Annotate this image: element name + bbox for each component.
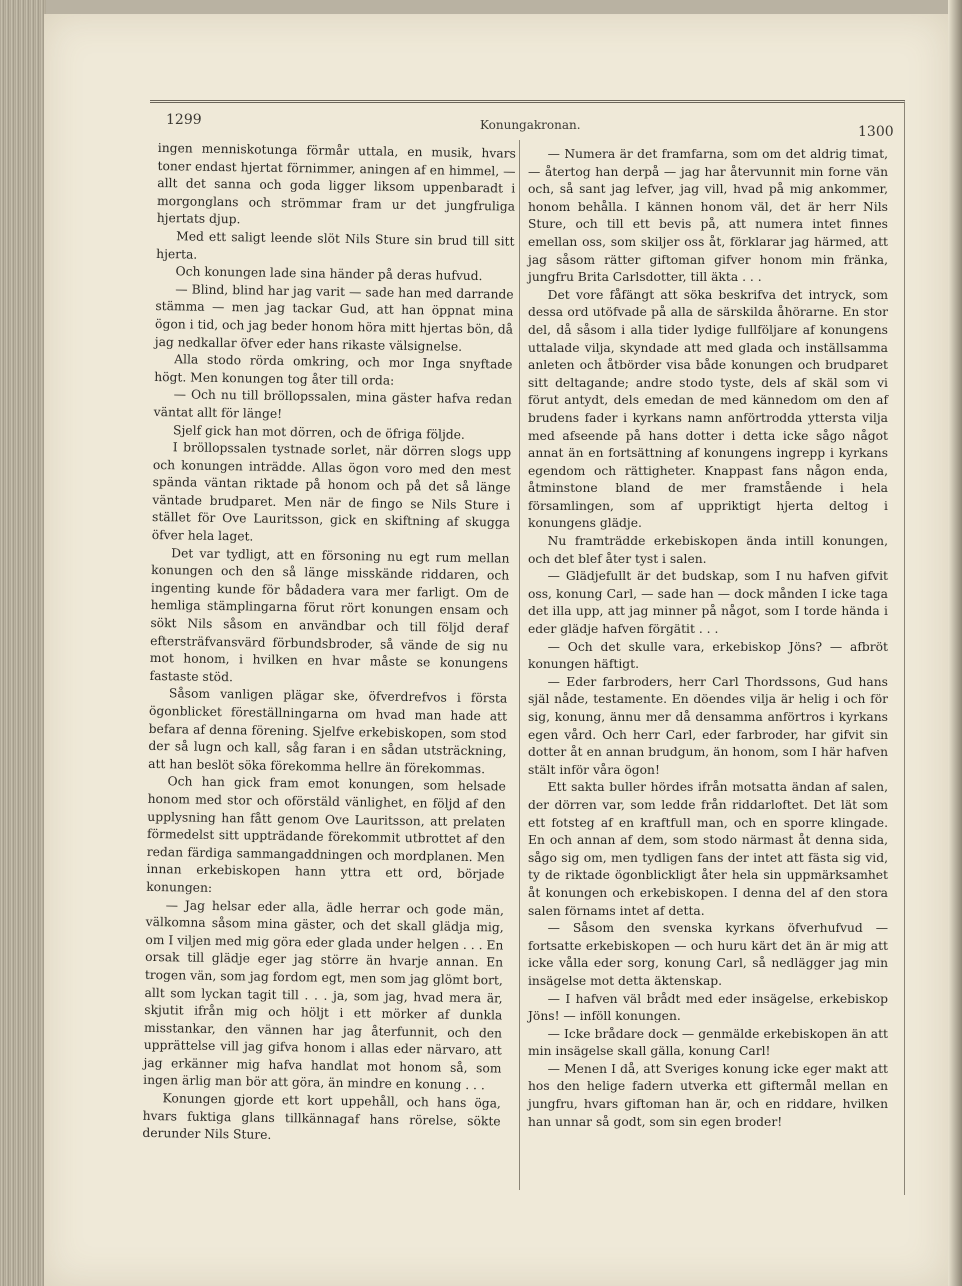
paragraph: Det var tydligt, att en försoning nu egt rum mellan konungen och den så länge misskände riddaren, och ingenting kunde för bådadera vara mer farligt. Om de hemliga stämplingarna förut rört konungen ensam och sökt Nils såsom en användbar och till följd deraf eftersträfvansvärd förbundsbroder, så vände de sig nu mot honom, i hvilken en hvar måste se konungens fastaste stöd. [149,545,510,685]
paragraph: Konungen gjorde ett kort uppehåll, och hans öga, hvars fuktiga glans tillkännagaf hans rörelse, sökte derunder Nils Sture. [142,1091,502,1143]
paragraph: ingen menniskotunga förmår uttala, en musik, hvars toner endast hjertat förnimmer, aningen af en himmel, — allt det sanna och goda ligger liksom uppenbaradt i morgonglans och strömmar fram ur det jungfruliga hjertats djup. [156,140,516,227]
paragraph: Nu framträdde erkebiskopen ända intill konungen, och det blef åter tyst i salen. [528,534,888,566]
column-divider [519,140,520,1190]
left-text-column [142,140,516,1148]
paragraph: Och konungen lade sina händer på deras hufvud. [175,264,483,284]
paragraph: I bröllopssalen tystnade sorlet, när dörren slogs upp och konungen inträdde. Allas ögon voro med den mest spända väntan riktade på honom och på det så länge väntade brudparet. Men när de fingo se Nils Sture i stället för Ove Lauritsson, gick en skiftning af skugga öfver hela laget. [151,440,512,544]
paragraph: Med ett saligt leende slöt Nils Sture sin brud till sitt hjerta. [156,229,515,262]
paragraph: — Såsom den svenska kyrkans öfverhufvud — fortsatte erkebiskopen — och huru kärt det än är mig att icke vålla eder sorg, konung Carl, så nedlägger jag min insägelse mot detta äktenskap. [528,921,888,988]
paragraph: Sjelf gick han mot dörren, och de öfriga följde. [173,422,466,442]
paragraph: Och han gick fram emot konungen, som helsade honom med stor och oförstäld vänlighet, en följd af den upplysning han fått genom Ove Lauritsson, att prelaten förmedelst sitt uppträdande förekommit utbrottet af den redan färdiga sammangaddningen och mordplanen. Men innan erkebiskopen hann yttra ett ord, började konungen: [146,774,506,895]
paragraph: Det vore fåfängt att söka beskrifva det intryck, som dessa ord utöfvade på alla de särskilda åhörarne. En stor del, då såsom i alla tider lydige fullföljare af konungens uttalade vilja, skyndade att med glada och inställsamma anleten och åtbörder visa både konungen och brudparet sitt deltagande; andre stodo tyste, dels af skäl som vi förut antydt, dels emedan de med kännedom om den af brudens fader i kyrkans namn anförtrodda yttersta vilja med afseende på hans dotter i detta icke sågo något annat än en fortsättning af konungens ingrepp i kyrkans egendom och rättigheter. Knappast fans någon enda, åtminstone bland de mer framstående i hela församlingen, som af uppriktigt hjerta deltog i konungens glädje. [528,287,888,531]
paragraph: — Menen I då, att Sveriges konung icke eger makt att hos den helige fadern utverka ett giftermål mellan en jungfru, hvars giftoman han är, och en riddare, hvilken han unnar så godt, som sin egen broder! [528,1061,888,1129]
paragraph: Ett sakta buller hördes ifrån motsatta ändan af salen, der dörren var, som ledde från riddarloftet. Det lät som ett fotsteg af en kraftfull man, och en sporre klingade. En och annan af dem, som stodo närmast åt denna sida, sågo sig om, men tydligen fans der intet att fästa sig vid, ty de riktade ögonblickligt åter hela sin uppmärksamhet åt konungen och erkebiskopen. I denna del af den stora salen förnams intet af detta. [528,780,888,918]
paragraph: — Eder farbroders, herr Carl Thordssons, Gud hans själ nåde, testamente. En döendes vilja är helig i och för sig, konung, ännu mer då densamma anförtros i kyrkans egen vård. Och herr Carl, eder farbroder, har gifvit sin dotter åt en annan brudgum, än honom, som I här hafven stält inför våra ögon! [528,674,888,777]
paragraph: — Jag helsar eder alla, ädle herrar och gode män, välkomna såsom mina gäster, och det skall glädja mig, om I viljen med mig göra eder glada under helgen . . . En orsak till glädje eger jag större än hvarje annan. En trogen vän, som jag fordom egt, men som jag glömt bort, allt som lyckan tagit till . . . ja, som jag, hvad mera är, skjutit ifrån mig och höljt i ett mörker af dunkla misstankar, den vännen har jag återfunnit, och den upprättelse vill jag gifva honom i allas eder närvaro, att jag erkänner mig hafva handlat mot honom så, som ingen ärlig man bör att göra, än mindre en konung . . . [143,897,505,1093]
paragraph: — Icke brådare dock — genmälde erkebiskopen än att min insägelse skall gälla, konung Carl! [528,1026,888,1059]
paragraph: — Glädjefullt är det budskap, som I nu hafven gifvit oss, konung Carl, — sade han — dock månden I icke taga det illa upp, att jag minner på något, som I torde hända i eder glädje hafven förgätit . . . [528,569,888,637]
book-page-edges [0,0,46,1286]
page-number-left: 1299 [166,112,202,128]
paragraph: — Och det skulle vara, erkebiskop Jöns? — afbröt konungen häftigt. [528,639,888,672]
paragraph: — Blind, blind har jag varit — sade han med darrande stämma — men jag tackar Gud, att han öppnat mina ögon i tid, och jag beder honom höra mitt hjertas bön, då jag nedkallar öfver eder hans rikaste välsignelse. [154,282,514,354]
running-title: Konungakronan. [480,118,581,132]
page-number-right: 1300 [858,124,894,140]
page-right-edge [948,0,962,1286]
paragraph: Såsom vanligen plägar ske, öfverdrefvos i första ögonblicket föreställningarna om hvad man hade att befara af denna förening. Sjelfve erkebiskopen, som stod der så lugn och kall, såg faran i en sådan utsträckning, att han beslöt söka förekomma hellre än förekommas. [148,686,508,776]
paragraph: — Numera är det framfarna, som om det aldrig timat, — återtog han derpå — jag har återvunnit min forne vän och, så sant jag lefver, jag vill, hvad på mig ankommer, honom behålla. I kännen honom väl, det är herr Nils Sture, och till ett bevis på, att numera intet finnes emellan oss, som skiljer oss åt, förklarar jag härmed, att jag såsom rätter giftoman gifver honom min fränka, jungfru Brita Carlsdotter, till äkta . . . [528,147,888,285]
paragraph: — I hafven väl brådt med eder insägelse, erkebiskop Jöns! — inföll konungen. [528,991,888,1024]
paragraph: — Och nu till bröllopssalen, mina gäster hafva redan väntat allt för länge! [153,387,513,421]
right-text-column [528,146,888,1131]
paragraph: Alla stodo rörda omkring, och mor Inga snyftade högt. Men konungen tog åter till orda: [154,352,513,388]
